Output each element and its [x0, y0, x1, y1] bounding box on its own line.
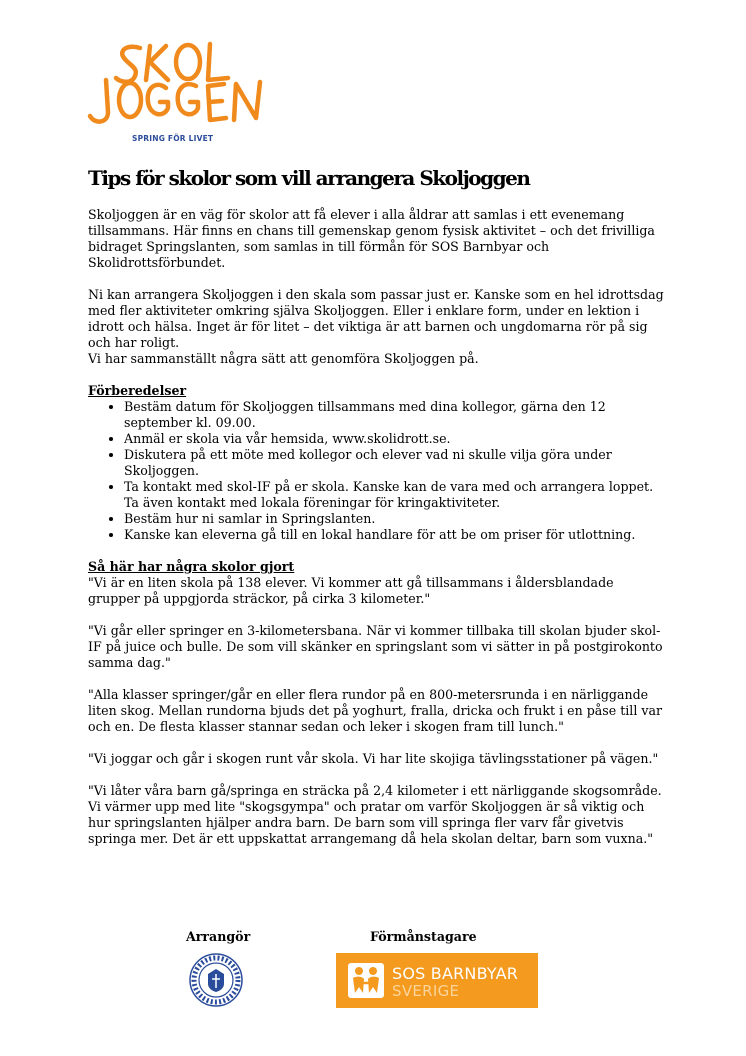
list-item: • Kanske kan eleverna gå till en lokal handlare för att be om priser för utlottning.: [124, 527, 668, 543]
seal-emblem-icon: [186, 952, 246, 1008]
sos-barnbyar-logo: [336, 953, 538, 1008]
example-quote: "Vi går eller springer en 3-kilometersbana. När vi kommer tillbaka till skolan bjuder skol-IF på juice och bulle. De som vill skänker en springslant som vi sätter in på postgirokonto samma dag.": [88, 623, 663, 670]
logo-tagline: SPRING FÖR LIVET: [132, 134, 214, 143]
sos-subtitle: SVERIGE: [392, 982, 460, 1000]
intro-paragraph-2: Ni kan arrangera Skoljoggen i den skala som passar just er. Kanske som en hel idrottsdag med fler aktiviteter omkring själva Skoljoggen. Eller i enklare form, under en lektion i idrott och hälsa. Inget är för litet – det viktiga är att barnen och ungdomarna rör på sig och har roligt.: [88, 287, 664, 350]
examples-heading: Så här har några skolor gjort: [88, 559, 295, 574]
list-item: • Bestäm hur ni samlar in Springslanten.: [124, 511, 668, 527]
beneficiary-label: Förmånstagare: [370, 929, 477, 944]
example-quote: "Vi låter våra barn gå/springa en sträcka på 2,4 kilometer i ett närliggande skogsområde. Vi värmer upp med lite "skogsgympa" och pratar om varför Skoljoggen är så viktig och hur springslanten hjälper andra barn. De barn som vill springa fler varv får givetvis springa mer. Det är ett uppskattat arrangemang då hela skolan deltar, barn som vuxna.": [88, 783, 662, 846]
list-item: • Bestäm datum för Skoljoggen tillsammans med dina kollegor, gärna den 12 september kl. 09.00.: [124, 399, 668, 431]
preparations-list: [88, 399, 668, 543]
skoljoggen-wordmark: [84, 40, 270, 132]
example-quote: "Alla klasser springer/går en eller flera rundor på en 800-metersrunda i en närliggande liten skog. Mellan rundorna bjuds det på yoghurt, fralla, dricka och frukt i en påse till var och en. De flesta klasser stannar sedan och leker i skogen fram till lunch.": [88, 687, 662, 734]
sos-children-icon: [348, 963, 384, 998]
document-body: [88, 207, 668, 863]
example-quote: "Vi är en liten skola på 138 elever. Vi kommer att gå tillsammans i åldersblandade grupper på uppgjorda sträckor, på cirka 3 kilometer.": [88, 575, 614, 606]
list-item: • Anmäl er skola via vår hemsida, www.skolidrott.se.: [124, 431, 668, 447]
preparations-heading: Förberedelser: [88, 383, 187, 398]
document-title: Tips för skolor som vill arrangera Skoljoggen: [88, 166, 530, 190]
skoljoggen-logo: [84, 40, 270, 150]
sos-title: SOS BARNBYAR: [392, 964, 519, 983]
list-item: • Ta kontakt med skol-IF på er skola. Kanske kan de vara med och arrangera loppet. Ta även kontakt med lokala föreningar för kringaktiviteter.: [124, 479, 668, 511]
organizer-label: Arrangör: [186, 929, 251, 944]
example-quote: "Vi joggar och går i skogen runt vår skola. Vi har lite skojiga tävlingsstationer på vägen.": [88, 751, 659, 766]
intro-paragraph-1: Skoljoggen är en väg för skolor att få elever i alla åldrar att samlas i ett evenemang tillsammans. Här finns en chans till gemenskap genom fysisk aktivitet – och det frivilliga bidraget Springslanten, som samlas in till förmån för SOS Barnbyar och Skolidrottsförbundet.: [88, 207, 655, 270]
list-item: • Diskutera på ett möte med kollegor och elever vad ni skulle vilja göra under Skoljoggen.: [124, 447, 668, 479]
intro-paragraph-3: Vi har sammanställt några sätt att genomföra Skoljoggen på.: [88, 351, 479, 366]
skolidrottsforbundet-seal: [186, 952, 246, 1008]
